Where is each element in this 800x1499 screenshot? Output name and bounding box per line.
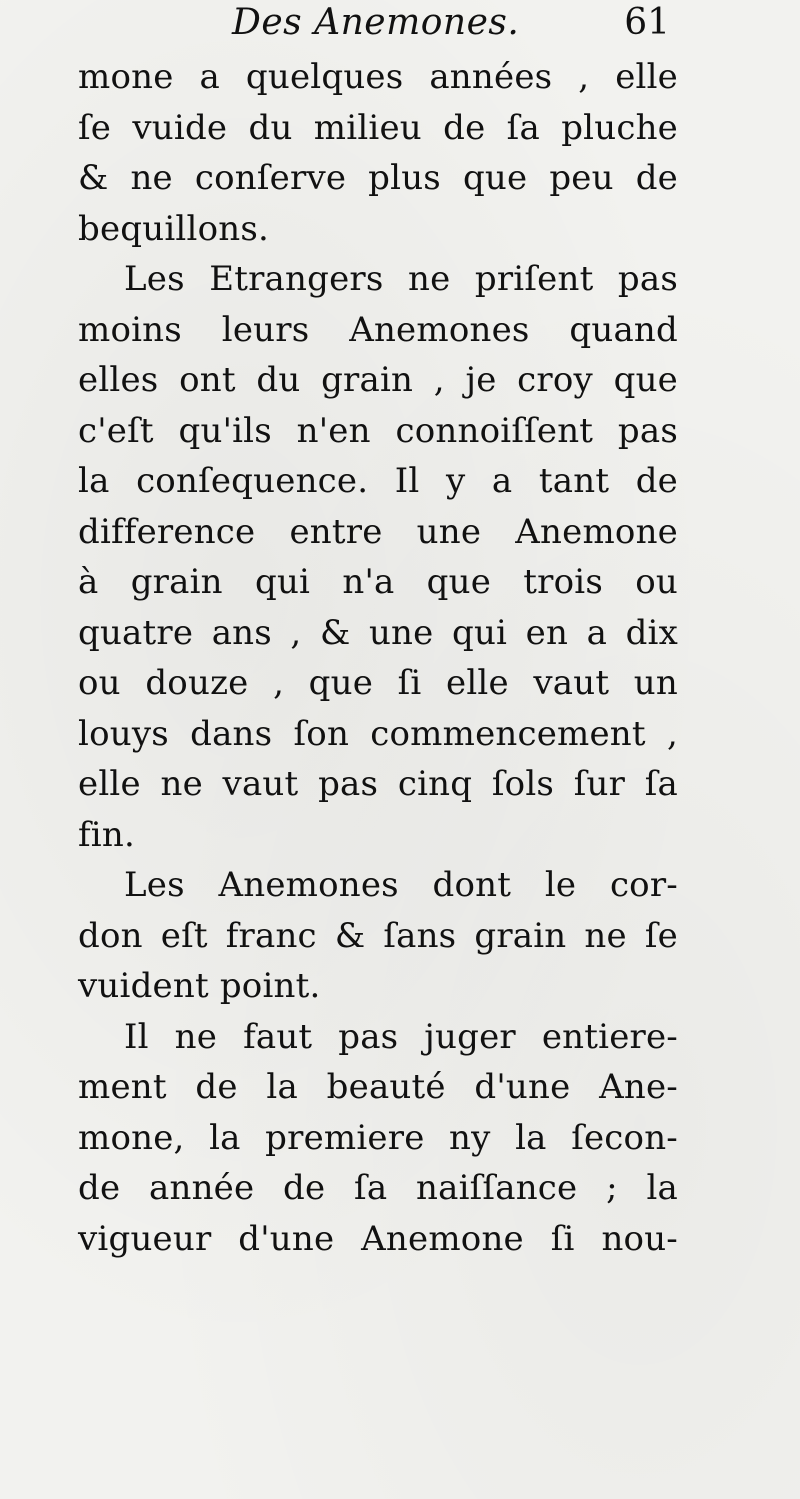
text-line: don eſt franc & ſans grain ne ſe <box>78 915 678 956</box>
text-line: Les Anemones dont le cor- <box>124 865 678 905</box>
text-line: la conſequence. Il y a tant de <box>78 461 678 501</box>
text-line: difference entre une Anemone <box>78 511 678 552</box>
text-line: quatre ans , & une qui en a dix <box>78 612 678 653</box>
text-line: ment de la beauté d'une Ane- <box>78 1067 678 1107</box>
text-line: ou douze , que ſi elle vaut un <box>78 663 678 703</box>
text-line: à grain qui n'a que trois ou <box>78 562 678 602</box>
text-line: elle ne vaut pas cinq ſols ſur ſa <box>78 764 678 804</box>
text-line: moins leurs Anemones quand <box>78 309 678 350</box>
text-line: vuident point. <box>78 966 321 1006</box>
text-line: Les Etrangers ne priſent pas <box>124 259 678 299</box>
text-line: ſe vuide du milieu de ſa pluche <box>78 107 678 148</box>
text-line: mone a quelques années , elle <box>78 57 678 97</box>
running-title: Des Anemones. <box>232 2 520 43</box>
text-line: Il ne faut pas juger entiere- <box>124 1016 678 1057</box>
text-line: mone, la premiere ny la ſecon- <box>78 1117 678 1158</box>
text-line: louys dans ſon commencement , <box>78 713 678 754</box>
text-line: elles ont du grain , je croy que <box>78 360 678 400</box>
text-line: fin. <box>78 814 135 855</box>
text-line: bequillons. <box>78 208 269 249</box>
text-line: vigueur d'une Anemone ſi nou- <box>78 1218 678 1259</box>
text-line: c'eſt qu'ils n'en connoiſſent pas <box>78 410 678 451</box>
text-line: & ne conſerve plus que peu de <box>78 158 678 198</box>
page-header <box>80 2 680 52</box>
page-number: 61 <box>624 2 670 43</box>
body-text <box>78 52 678 1264</box>
text-line: de année de ſa naiſſance ; la <box>78 1168 678 1208</box>
